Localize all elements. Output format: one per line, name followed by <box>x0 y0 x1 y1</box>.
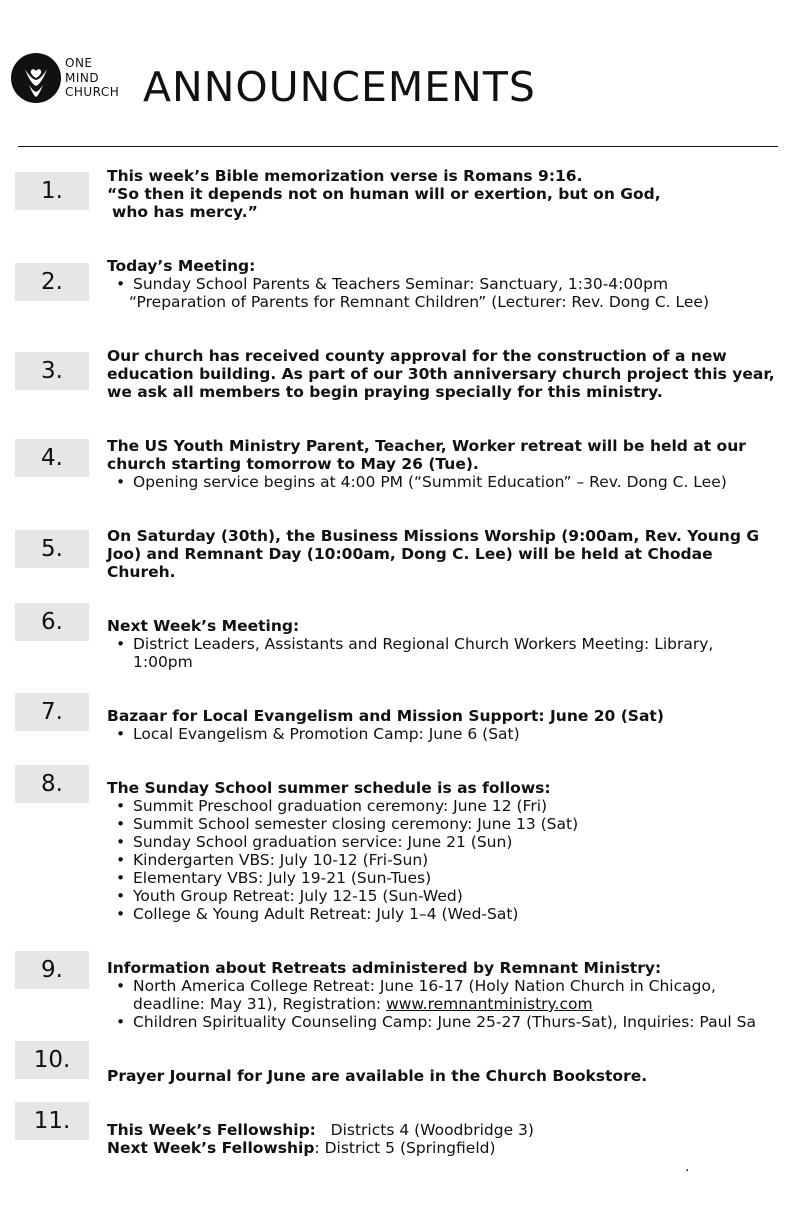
item-9-bullet-1-text: North America College Retreat: June 16-17 (Holy Nation Church in Chicago, deadline: May 31), Registration: <box>133 977 716 1013</box>
item-number-6: 6. <box>15 603 89 641</box>
announcement-item-6 <box>107 617 777 671</box>
announcement-item-9 <box>107 959 777 1031</box>
list-item: • College & Young Adult Retreat: July 1–4 (Wed-Sat) <box>107 905 777 923</box>
item-number-4: 4. <box>15 439 89 477</box>
list-item: • Youth Group Retreat: July 12-15 (Sun-Wed) <box>107 887 777 905</box>
header-divider <box>18 146 778 147</box>
item-6-bullets <box>107 635 777 671</box>
item-number-7: 7. <box>15 693 89 731</box>
item-number-3: 3. <box>15 352 89 390</box>
item-3-text: Our church has received county approval for the construction of a new education building. As part of our 30th anniversary church project this year, we ask all members to begin praying specially for this ministry. <box>107 347 775 401</box>
church-logo-text <box>65 56 119 100</box>
item-number-8: 8. <box>15 765 89 803</box>
item-number-10: 10. <box>15 1041 89 1079</box>
item-number-9: 9. <box>15 951 89 989</box>
item-10-text: Prayer Journal for June are available in the Church Bookstore. <box>107 1067 648 1085</box>
list-item: • Summit Preschool graduation ceremony: June 12 (Fri) <box>107 797 777 815</box>
footer-mark: . <box>685 1159 690 1175</box>
list-item: • Kindergarten VBS: July 10-12 (Fri-Sun) <box>107 851 777 869</box>
item-4-text: The US Youth Ministry Parent, Teacher, Worker retreat will be held at our church starting tomorrow to May 26 (Tue). <box>107 437 746 473</box>
church-logo-icon <box>11 53 61 103</box>
item-1-line-3: who has mercy.” <box>112 203 258 221</box>
item-2-bullets <box>107 275 777 293</box>
item-8-bullets <box>107 797 777 923</box>
logo-line-church: CHURCH <box>65 85 120 99</box>
item-number-1: 1. <box>15 172 89 210</box>
item-9-heading: Information about Retreats administered by Remnant Ministry: <box>107 959 662 977</box>
next-week-fellowship <box>107 1139 777 1157</box>
list-item: • Elementary VBS: July 19-21 (Sun-Tues) <box>107 869 777 887</box>
item-1-line-2: “So then it depends not on human will or exertion, but on God, <box>107 185 661 203</box>
announcement-item-5 <box>107 527 777 581</box>
next-week-value: : District 5 (Springfield) <box>314 1139 496 1157</box>
item-4-bullets <box>107 473 777 491</box>
item-9-bullets <box>107 977 777 1031</box>
item-6-heading: Next Week’s Meeting: <box>107 617 300 635</box>
item-number-11: 11. <box>15 1102 89 1140</box>
announcement-item-10 <box>107 1067 777 1085</box>
announcement-item-3 <box>107 347 777 401</box>
list-item: • Sunday School graduation service: June 21 (Sun) <box>107 833 777 851</box>
announcement-item-7 <box>107 707 777 743</box>
item-6-bullet: • District Leaders, Assistants and Regional Church Workers Meeting: Library, 1:00pm <box>107 635 777 671</box>
item-8-heading: The Sunday School summer schedule is as follows: <box>107 779 551 797</box>
item-5-text: On Saturday (30th), the Business Missions Worship (9:00am, Rev. Young G Joo) and Remnant Day (10:00am, Dong C. Lee) will be held at Chodae Chureh. <box>107 527 760 581</box>
item-number-2: 2. <box>15 263 89 301</box>
logo-line-mind: MIND <box>65 70 100 85</box>
this-week-value: Districts 4 (Woodbridge 3) <box>330 1121 534 1139</box>
this-week-label: This Week’s Fellowship: <box>107 1121 316 1139</box>
remnant-ministry-link[interactable]: www.remnantministry.com <box>386 995 593 1013</box>
item-1-line-1: This week’s Bible memorization verse is Romans 9:16. <box>107 167 583 185</box>
this-week-fellowship <box>107 1121 777 1139</box>
logo-line-one: ONE <box>65 56 93 70</box>
item-2-bullet: • Sunday School Parents & Teachers Seminar: Sanctuary, 1:30-4:00pm <box>107 275 777 293</box>
item-9-bullet-2: • Children Spirituality Counseling Camp: June 25-27 (Thurs-Sat), Inquiries: Paul Sa <box>107 1013 777 1031</box>
item-2-continuation: “Preparation of Parents for Remnant Children” (Lecturer: Rev. Dong C. Lee) <box>129 293 709 311</box>
list-item: • Summit School semester closing ceremony: June 13 (Sat) <box>107 815 777 833</box>
announcement-item-1 <box>107 167 777 221</box>
header <box>0 0 792 150</box>
page-title: ANNOUNCEMENTS <box>143 63 536 111</box>
next-week-label: Next Week’s Fellowship <box>107 1139 315 1157</box>
announcement-item-8 <box>107 779 777 923</box>
item-number-5: 5. <box>15 530 89 568</box>
announcement-item-2 <box>107 257 777 311</box>
announcement-item-4 <box>107 437 777 491</box>
item-9-bullet-1 <box>107 977 777 1013</box>
item-2-heading: Today’s Meeting: <box>107 257 256 275</box>
announcement-item-11 <box>107 1121 777 1157</box>
item-7-bullets <box>107 725 777 743</box>
item-7-heading: Bazaar for Local Evangelism and Mission Support: June 20 (Sat) <box>107 707 664 725</box>
item-7-bullet: • Local Evangelism & Promotion Camp: June 6 (Sat) <box>107 725 777 743</box>
item-4-bullet: • Opening service begins at 4:00 PM (“Summit Education” – Rev. Dong C. Lee) <box>107 473 777 491</box>
